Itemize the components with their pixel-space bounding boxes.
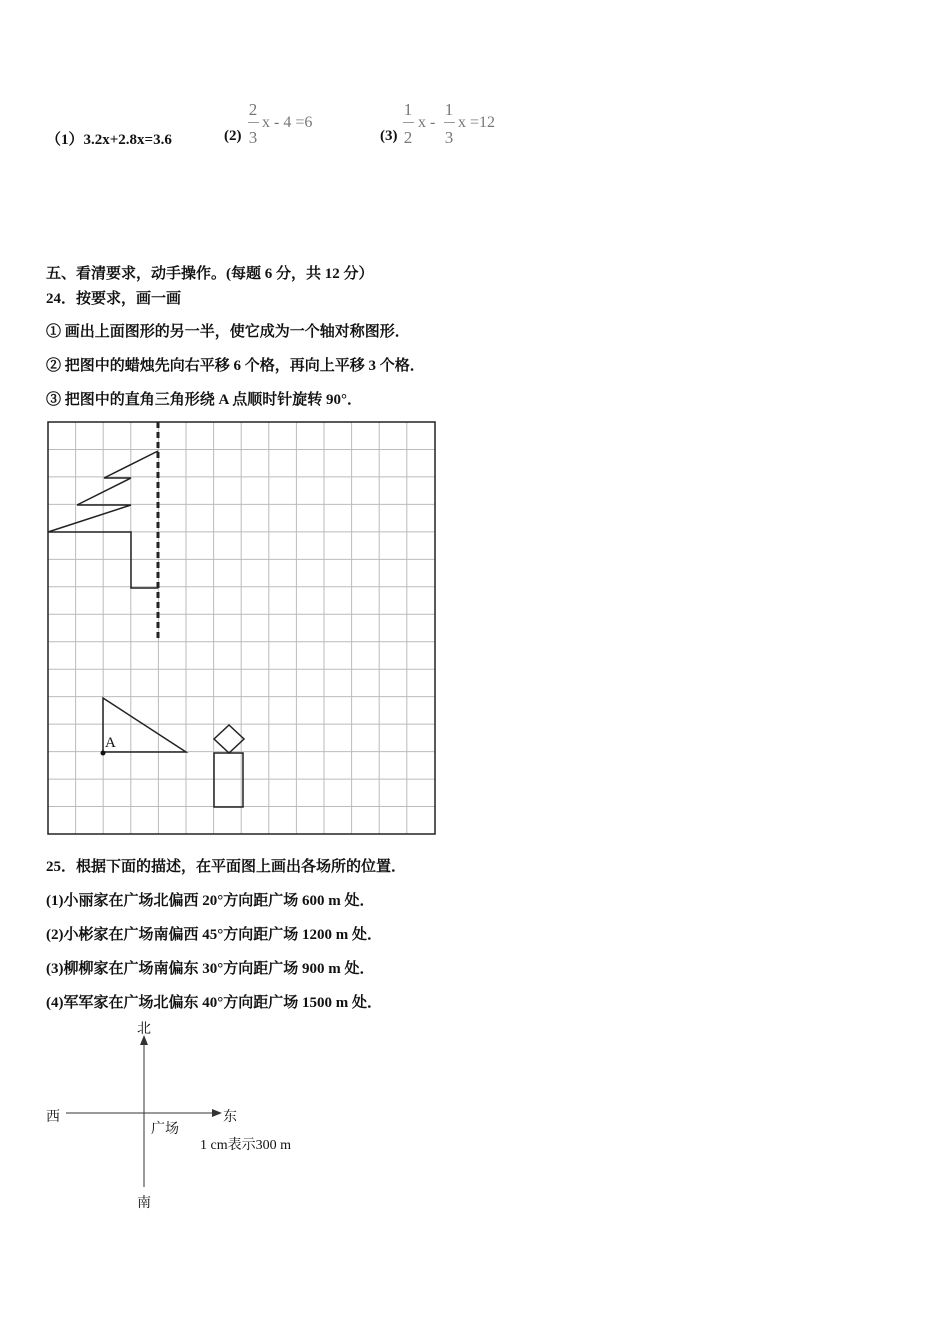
plaza-label: 广场 [151,1122,179,1137]
south-label: 南 [137,1196,151,1211]
compass-diagram [40,1015,340,1215]
point-a-dot [101,751,106,756]
question-25-title: 25．根据下面的描述，在平面图上画出各场所的位置． [46,859,407,875]
equation-3-fraction-bar-2 [444,122,455,123]
equation-2-denominator: 3 [248,128,258,147]
west-label: 西 [46,1110,60,1125]
equation-2-label: (2) [224,128,242,144]
question-25-item-1: (1)小丽家在广场北偏西 20°方向距广场 600 m 处． [46,893,375,909]
north-label: 北 [137,1022,151,1037]
candle-body [214,753,243,807]
question-24-item-1: ① 画出上面图形的另一半，使它成为一个轴对称图形． [46,324,410,340]
equation-2-numerator: 2 [248,100,258,119]
east-label: 东 [223,1110,237,1125]
equation-3-tail: x =12 [458,114,496,131]
equation-3-numerator-2: 1 [444,100,454,119]
equation-3-denominator-2: 3 [444,128,454,147]
question-25-item-3: (3)柳柳家在广场南偏东 30°方向距广场 900 m 处． [46,961,375,977]
candle-flame [214,725,244,753]
equation-3-label: (3) [380,128,398,144]
question-25-item-2: (2)小彬家在广场南偏西 45°方向距广场 1200 m 处． [46,927,382,943]
equation-3-numerator-1: 1 [403,100,413,119]
drawing-grid [46,420,438,838]
equation-2-fraction-bar [248,122,259,123]
question-25-item-4: (4)军军家在广场北偏东 40°方向距广场 1500 m 处． [46,995,382,1011]
east-arrow-icon [212,1109,222,1117]
point-a-label: A [105,735,116,751]
scale-label: 1 cm表示300 m [200,1138,291,1153]
equation-3-denominator-1: 2 [403,128,413,147]
question-24-title: 24．按要求，画一画 [46,291,182,307]
equation-1: （1）3.2x+2.8x=3.6 [46,132,172,148]
equation-2-tail: x - 4 =6 [262,114,313,131]
question-24-item-2: ② 把图中的蜡烛先向右平移 6 个格，再向上平移 3 个格． [46,358,425,374]
question-24-item-3: ③ 把图中的直角三角形绕 A 点顺时针旋转 90°． [46,392,363,408]
equation-3-fraction-bar-1 [403,122,414,123]
equation-3-mid: x - [418,114,436,131]
grid-lines [48,422,435,834]
section-heading: 五、看清要求，动手操作。(每题 6 分，共 12 分） [46,266,374,282]
